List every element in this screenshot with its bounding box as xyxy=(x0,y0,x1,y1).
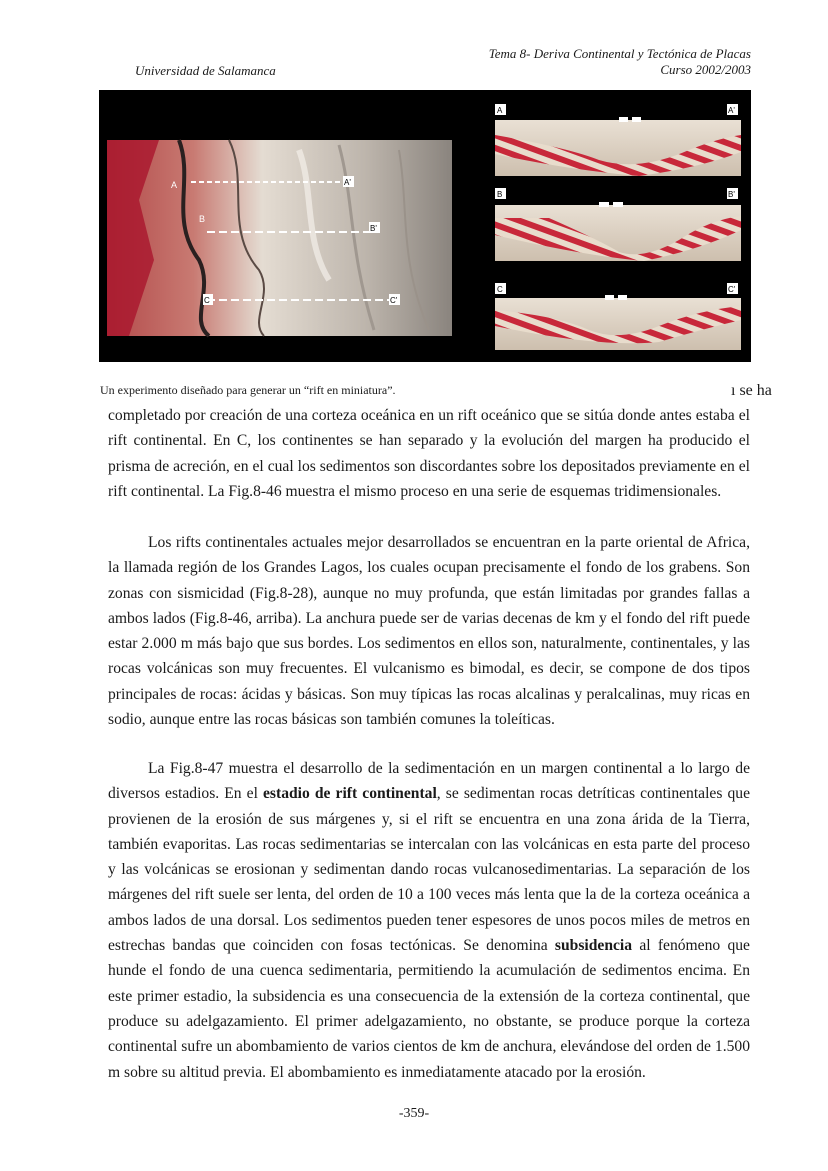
paragraph-2-text: Los rifts continentales actuales mejor desarrollados se encuentran en la parte oriental de Africa, la llamada región de los Grandes Lagos, los cuales ocupan precisamente el fondo de los grabens. Son zonas con sismicidad (Fig.8-28), aunque no muy profunda, que están limitadas por grandes fallas a ambos lados (Fig.8-46, arriba). La anchura puede ser de varias decenas de km y el fondo del rift puede estar 2.000 m más bajo que sus bordes. Los sedimentos en ellos son, naturalmente, continentales, y las rocas volcánicas son muy frecuentes. El vulcanismo es bimodal, es decir, se compone de dos tipos principales de rocas: ácidas y básicas. Son muy típicas las rocas alcalinas y peralcalinas, muy ricas en sodio, aunque entre las rocas básicas son también comunes la toleíticas. xyxy=(108,534,750,729)
header-course: Curso 2002/2003 xyxy=(660,62,751,77)
term-estadio-rift: estadio de rift continental xyxy=(263,785,437,803)
section-label-a-prime: A' xyxy=(728,106,735,115)
p3-part-a: La Fig.8-47 muestra el desarrollo de la sedimentación en un margen continental a lo largo de diversos estadios. En el xyxy=(108,760,750,803)
paragraph-3 xyxy=(108,756,750,1085)
map-panel xyxy=(107,140,452,336)
figure-caption: Un experimento diseñado para generar un “rift en miniatura”. xyxy=(100,383,396,397)
cross-section-b xyxy=(495,188,741,261)
map-label-c: C xyxy=(204,296,210,305)
map-label-a: A xyxy=(171,180,178,190)
p3-part-e: al fenómeno que hunde el fondo de una cuenca sedimentaria, permitiendo la acumulación de sedimentos encima. En este primer estadio, la subsidencia es una consecuencia de la extensión de la corteza continental, que produce su adelgazamiento. El primer adelgazamiento, no obstante, se produce porque la corteza continental sufre un abombamiento de varios cientos de km de anchura, elevándose del orden de 1.500 m sobre su altitud previa. El abombamiento es inmediatamente atacado por la erosión. xyxy=(108,937,750,1081)
paragraph-2 xyxy=(108,530,750,732)
term-subsidencia: subsidencia xyxy=(554,937,633,955)
section-label-c: C xyxy=(497,285,503,294)
header-topic: Tema 8- Deriva Continental y Tectónica de Placas xyxy=(488,46,751,61)
header-course-info xyxy=(489,46,751,78)
rift-experiment-figure xyxy=(99,90,751,362)
map-label-b: B xyxy=(199,214,206,224)
section-label-a: A xyxy=(497,106,503,115)
section-label-b: B xyxy=(497,190,503,199)
caption-tail-text: ı se ha xyxy=(731,382,772,399)
map-label-b-prime: B' xyxy=(370,224,377,233)
map-label-c-prime: C' xyxy=(390,296,398,305)
header-university: Universidad de Salamanca xyxy=(135,63,276,78)
paragraph-3-text xyxy=(108,756,750,1085)
cross-section-c xyxy=(495,283,741,350)
cross-section-a xyxy=(495,104,741,176)
figure-graphic xyxy=(99,90,751,362)
section-label-b-prime: B' xyxy=(728,190,735,199)
section-label-c-prime: C' xyxy=(728,285,736,294)
p3-part-c: , se sedimentan rocas detríticas continentales que provienen de la erosión de sus márgenes y, si el rift se encuentra en una zona árida de la Tierra, también evaporitas. Las rocas sedimentarias se intercalan con las volcánicas en esta parte del proceso y las volcánicas se erosionan y sedimentan dando rocas vulcanosedimentarias. La separación de los márgenes del rift suele ser lenta, del orden de 10 a 100 veces más lenta que la de la corteza oceánica a ambos lados de una dorsal. Los sedimentos pueden tener espesores de unos pocos miles de metros en estrechas bandas que coinciden con fosas tectónicas. Se denomina xyxy=(108,785,751,955)
map-label-a-prime: A' xyxy=(344,178,351,187)
paragraph-1-text: completado por creación de una corteza oceánica en un rift oceánico que se sitúa donde antes estaba el rift continental. En C, los continentes se han separado y la evolución del margen ha producido el prisma de acreción, en el cual los sedimentos son discordantes sobre los depositados previamente en el rift continental. La Fig.8-46 muestra el mismo proceso en una serie de esquemas tridimensionales. xyxy=(108,407,750,500)
page-number: -359- xyxy=(398,1106,430,1121)
paragraph-1 xyxy=(108,403,750,504)
